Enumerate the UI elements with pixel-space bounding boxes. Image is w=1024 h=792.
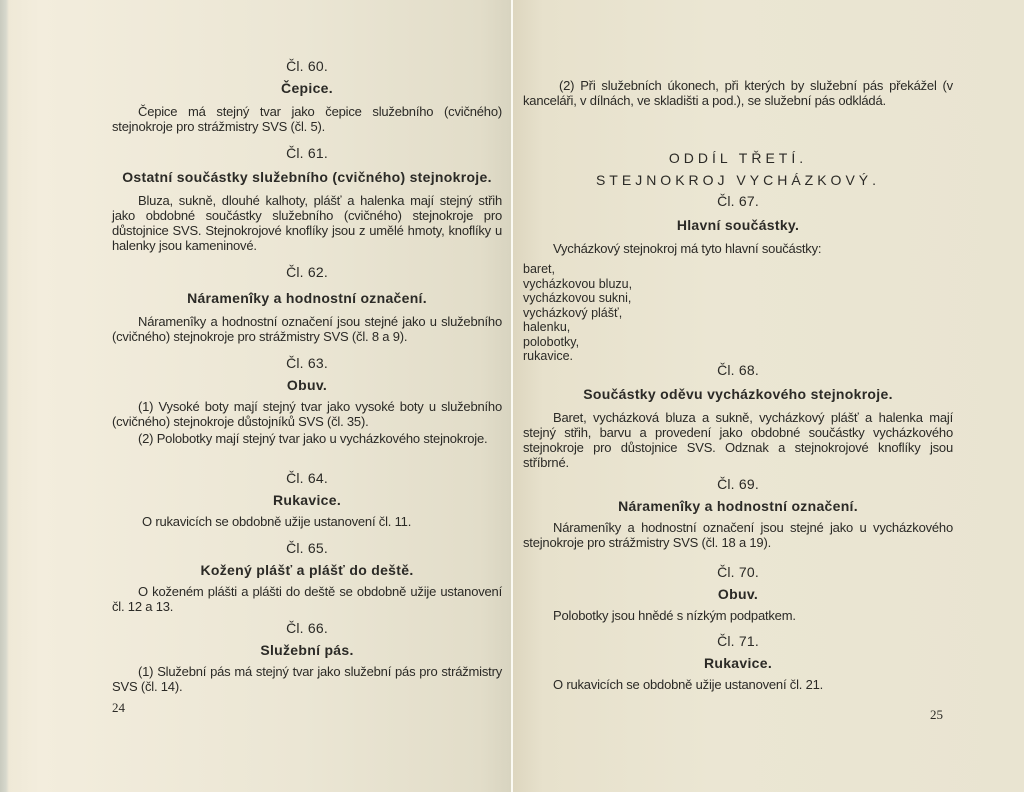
article-number: Čl. 65. [286,540,328,556]
article-paragraph: (2) Polobotky mají stejný tvar jako u vycházkového stejnokroje. [138,431,488,446]
article-title: Služební pás. [260,642,354,658]
article-60 [112,58,502,138]
article-paragraph: O koženém plášti a plášti do deště se obdobně užije ustanovení čl. 12 a 13. [112,584,502,614]
article-title: Kožený plášť a plášť do deště. [200,562,414,578]
article-number: Čl. 68. [717,362,759,378]
article-title: Obuv. [286,377,328,393]
article-paragraph: (1) Vysoké boty mají stejný tvar jako vysoké boty u služebního (cvičného) stejnokroje důstojníků SVS (čl. 35). [112,399,502,429]
article-number: Čl. 61. [286,145,328,161]
article-number: Čl. 63. [286,355,328,371]
article-paragraph: Polobotky jsou hnědé s nízkým podpatkem. [553,608,796,623]
article-paragraph: Náramenîky a hodnostní označení jsou stejné jako u vycházkového stejnokroje pro strážmistry SVS (čl. 18 a 19). [523,520,953,550]
article-paragraph: Náramenîky a hodnostní označení jsou stejné jako u služebního (cvičného) stejnokroje pro strážmistry SVS (čl. 8 a 9). [112,314,502,344]
left-page [0,0,511,792]
article-paragraph: Bluza, sukně, dlouhé kalhoty, plášť a halenka mají stejný střih jako obdobné součástky služebního (cvičného) stejnokroje pro důstojnice SVS. Stejnokrojové knoflíky jsou z umělé hmoty, knoflíky u halenky jsou kameninové. [112,193,502,253]
article-number: Čl. 71. [717,633,759,649]
list-item: baret, [523,262,555,276]
article-title: Náramenîky a hodnostní označení. [618,498,858,514]
article-number: Čl. 60. [286,58,328,74]
list-item: vycházkový plášť, [523,305,623,320]
article-number: Čl. 67. [717,193,759,209]
list-item: halenku, [523,320,571,334]
article-paragraph: Baret, vycházková bluza a sukně, vycházkový plášť a halenka mají stejný střih, barvu a provedení jako obdobné součástky vycházkového stejnokroje pro důstojnice SVS. Odznak a stejnokrojové knoflíky jsou stříbrné. [523,410,953,470]
continued-paragraph: (2) Při služebních úkonech, při kterých by služební pás překážel (v kanceláři, v dílnách, ve skladišti a pod.), se služební pás odkládá. [523,78,953,108]
article-title: Součástky oděvu vycházkového stejnokroje. [583,386,893,402]
page-number: 24 [112,700,125,715]
article-paragraph: Čepice má stejný tvar jako čepice služebního (cvičného) stejnokroje pro strážmistry SVS (čl. 5). [112,104,502,134]
article-title: Hlavní součástky. [676,217,800,233]
article-paragraph: O rukavicích se obdobně užije ustanovení čl. 21. [553,677,824,692]
article-number: Čl. 70. [717,564,759,580]
section-subheading: STEJNOKROJ VYCHÁZKOVÝ. [595,172,881,188]
section-heading: ODDÍL TŘETÍ. [668,150,808,166]
article-paragraph: (1) Služební pás má stejný tvar jako služební pás pro strážmistry SVS (čl. 14). [112,664,502,694]
page-number: 25 [930,707,943,722]
article-number: Čl. 69. [717,476,759,492]
list-item: polobotky, [523,334,580,349]
article-number: Čl. 66. [286,620,328,636]
article-paragraph: Vycházkový stejnokroj má tyto hlavní součástky: [553,241,822,256]
article-paragraph: O rukavicích se obdobně užije ustanovení čl. 11. [142,514,412,529]
article-title: Čepice. [281,80,333,96]
list-item: vycházkovou sukni, [523,291,632,305]
list-item: vycházkovou bluzu, [523,276,633,291]
right-page [513,0,1024,792]
article-number: Čl. 64. [286,470,328,486]
component-list [523,262,632,364]
article-title: Obuv. [717,586,759,602]
list-item: rukavice. [523,349,574,363]
article-number: Čl. 62. [286,264,328,280]
article-title: Rukavice. [703,655,773,671]
article-title: Náramenîky a hodnostní označení. [187,290,427,306]
article-title: Ostatní součástky služebního (cvičného) stejnokroje. [122,169,492,185]
article-title: Rukavice. [272,492,342,508]
